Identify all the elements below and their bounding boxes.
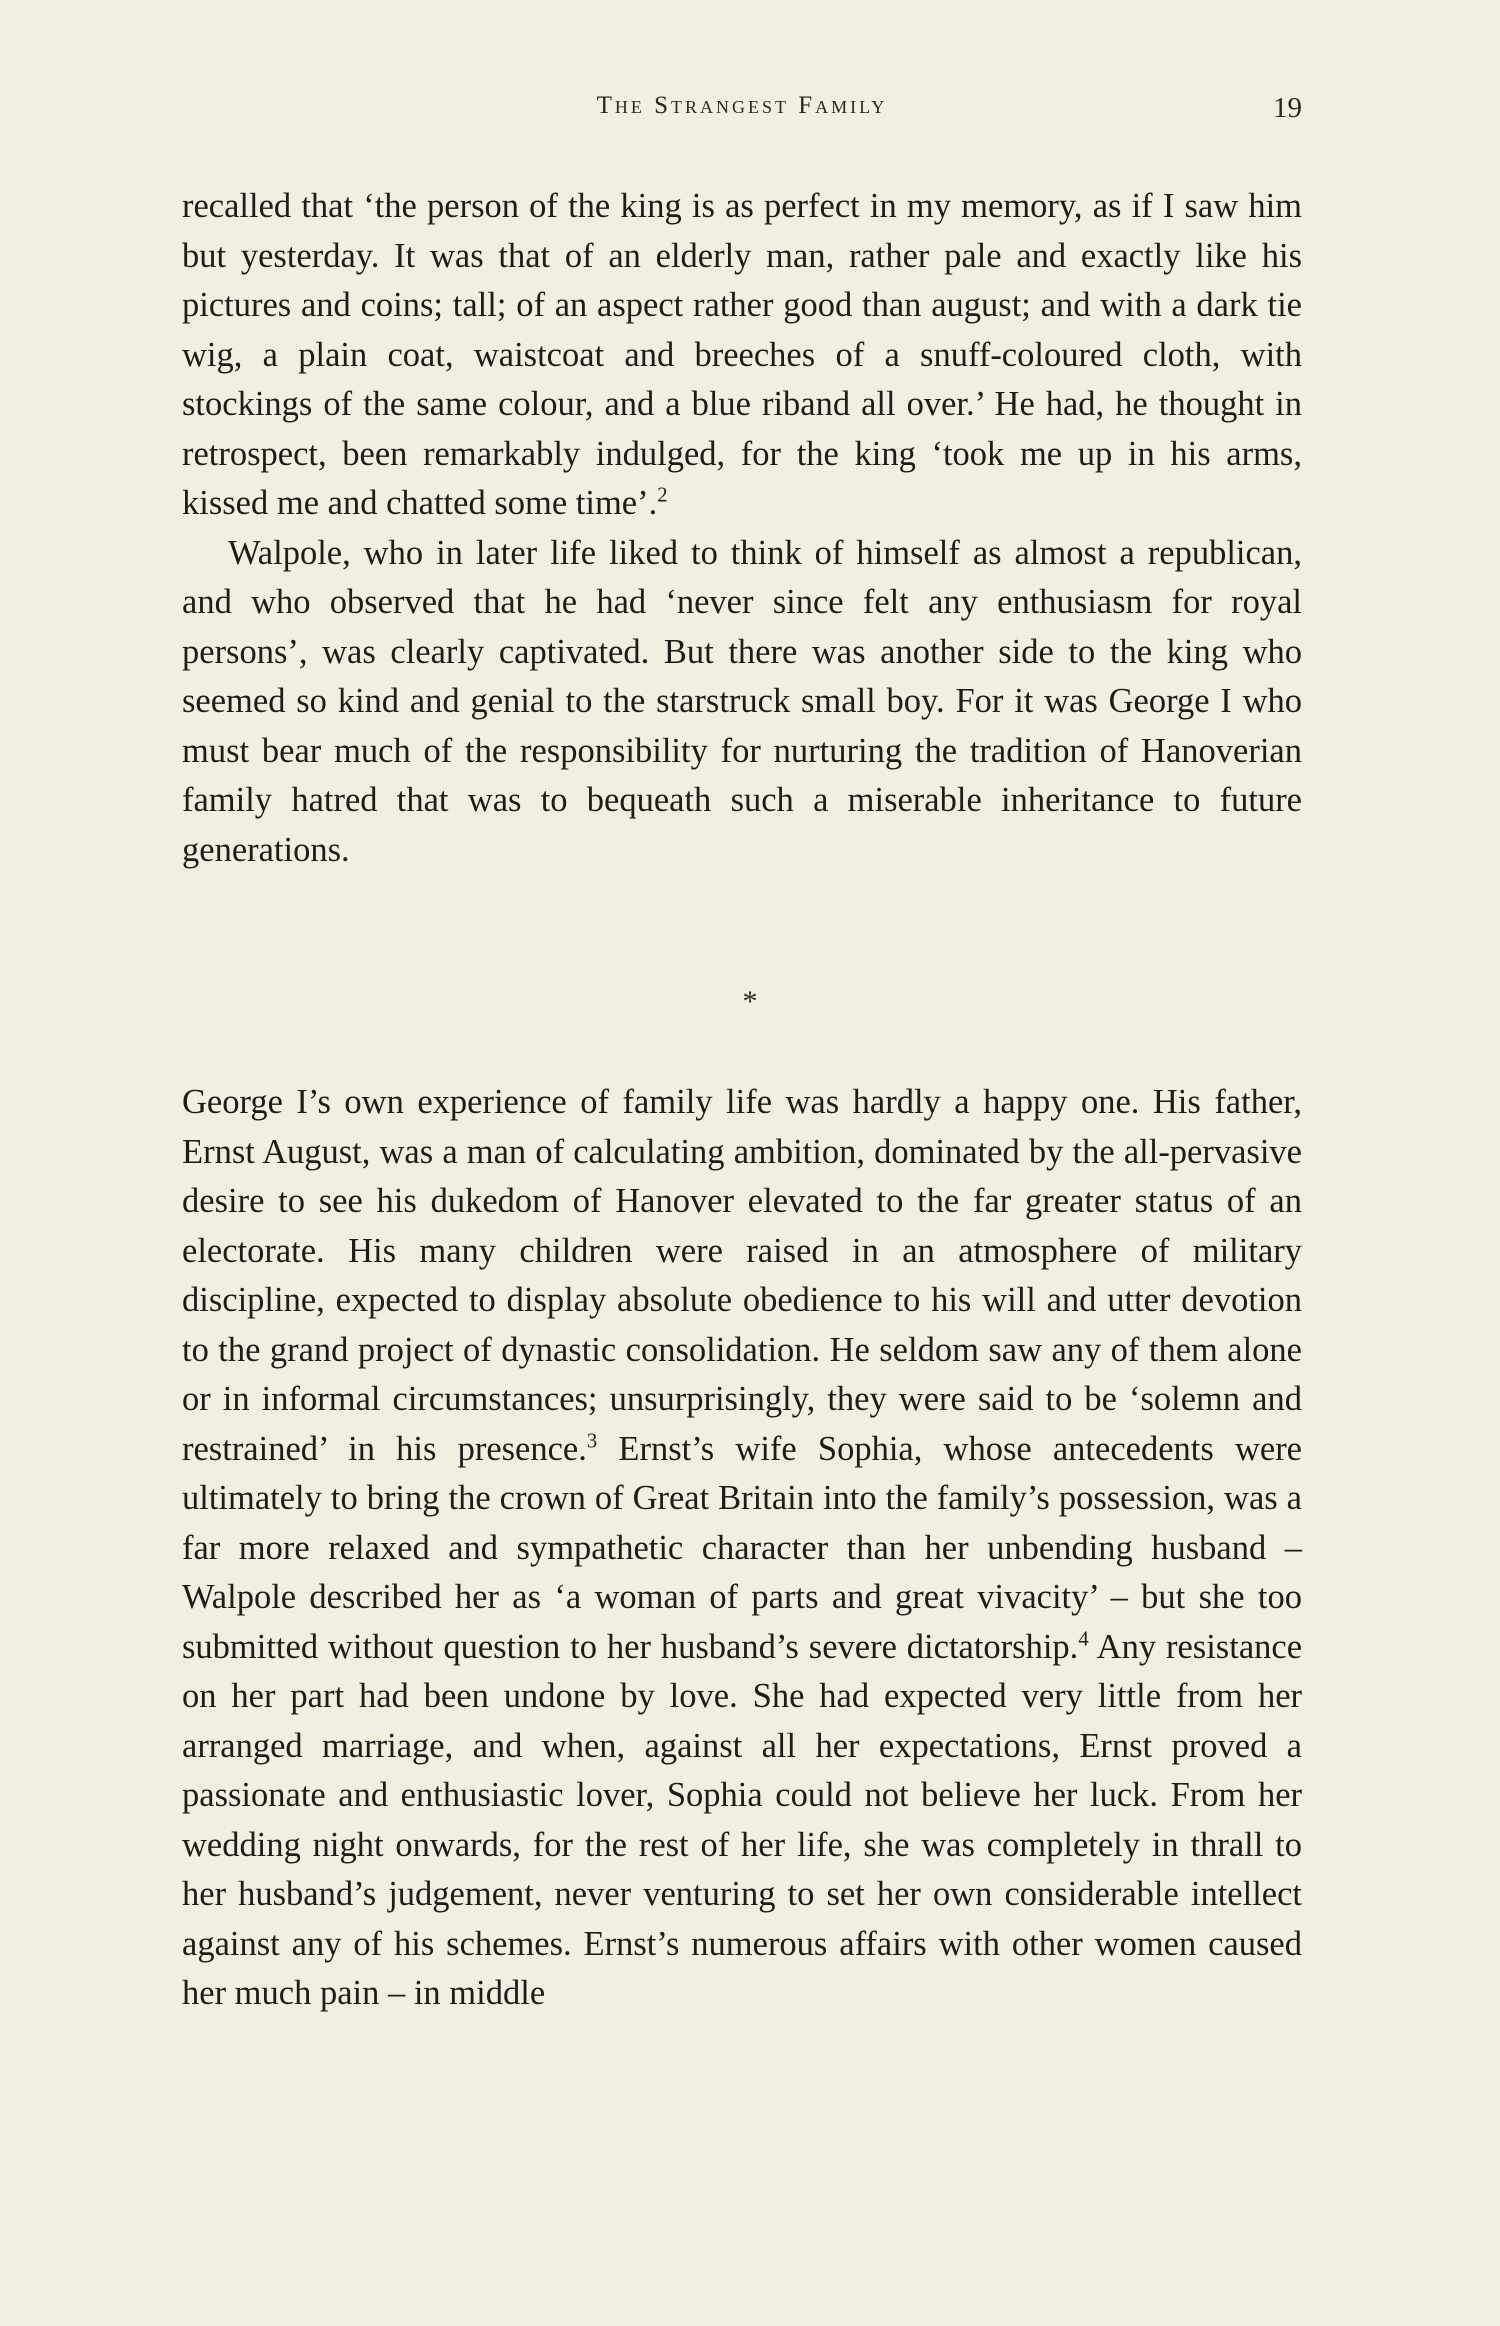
paragraph-text: George I’s own experience of family life was hardly a happy one. His father, Ernst August, was a man of calculating ambition, dominated by the all-pervasive desire to see his dukedom of Hanover elevated to the far greater status of an electorate. His many children were raised in an atmosphere of military discipline, expected to display absolute obedience to his will and utter devotion to the grand project of dynastic consolidation. He seldom saw any of them alone or in informal circumstances; unsurprisingly, they were said to be ‘solemn and restrained’ in his presence. (182, 1083, 1302, 1468)
paragraph-text: Ernst’s wife Sophia, whose antecedents were ultimately to bring the crown of Great Britain into the family’s possession, was a far more relaxed and sympathetic character than her unbending husband – Walpole described her as ‘a woman of parts and great vivacity’ – but she too submitted without question to her husband’s severe dictatorship. (182, 1429, 1302, 1666)
paragraph (182, 529, 1302, 876)
page-number: 19 (1273, 92, 1302, 124)
text-section-2 (182, 1078, 1302, 2019)
paragraph-text: Any resistance on her part had been undone by love. She had expected very little from her arranged marriage, and when, against all her expectations, Ernst proved a passionate and enthusiastic lover, Sophia could not believe her luck. From her wedding night onwards, for the rest of her life, she was completely in thrall to her husband’s judgement, never venturing to set her own considerable intellect against any of his schemes. Ernst’s numerous affairs with other women caused her much pain – in middle (182, 1627, 1303, 2012)
paragraph-text: Walpole, who in later life liked to think of himself as almost a republican, and who observed that he had ‘never since felt any enthusiasm for royal persons’, was clearly captivated. But there was another side to the king who seemed so kind and genial to the starstruck small boy. For it was George I who must bear much of the responsibility for nurturing the tradition of Hanoverian family hatred that was to bequeath such a miserable inheritance to future generations. (182, 533, 1302, 869)
footnote-marker: 4 (1078, 1628, 1089, 1650)
footnote-marker: 2 (657, 484, 668, 507)
section-break-asterisk: * (742, 985, 758, 1018)
paragraph (182, 182, 1302, 529)
paragraph (182, 1078, 1302, 2019)
paragraph-text: recalled that ‘the person of the king is as perfect in my memory, as if I saw him but yesterday. It was that of an elderly man, rather pale and exactly like his pictures and coins; tall; of an aspect rather good than august; and with a dark tie wig, a plain coat, waistcoat and breeches of a snuff-coloured cloth, with stockings of the same colour, and a blue riband all over.’ He had, he thought in retrospect, been remarkably indulged, for the king ‘took me up in his arms, kissed me and chatted some time’. (182, 187, 1302, 522)
running-title: The Strangest Family (596, 92, 888, 119)
footnote-marker: 3 (586, 1430, 598, 1452)
text-section-1 (182, 182, 1302, 875)
running-head (182, 92, 1302, 132)
